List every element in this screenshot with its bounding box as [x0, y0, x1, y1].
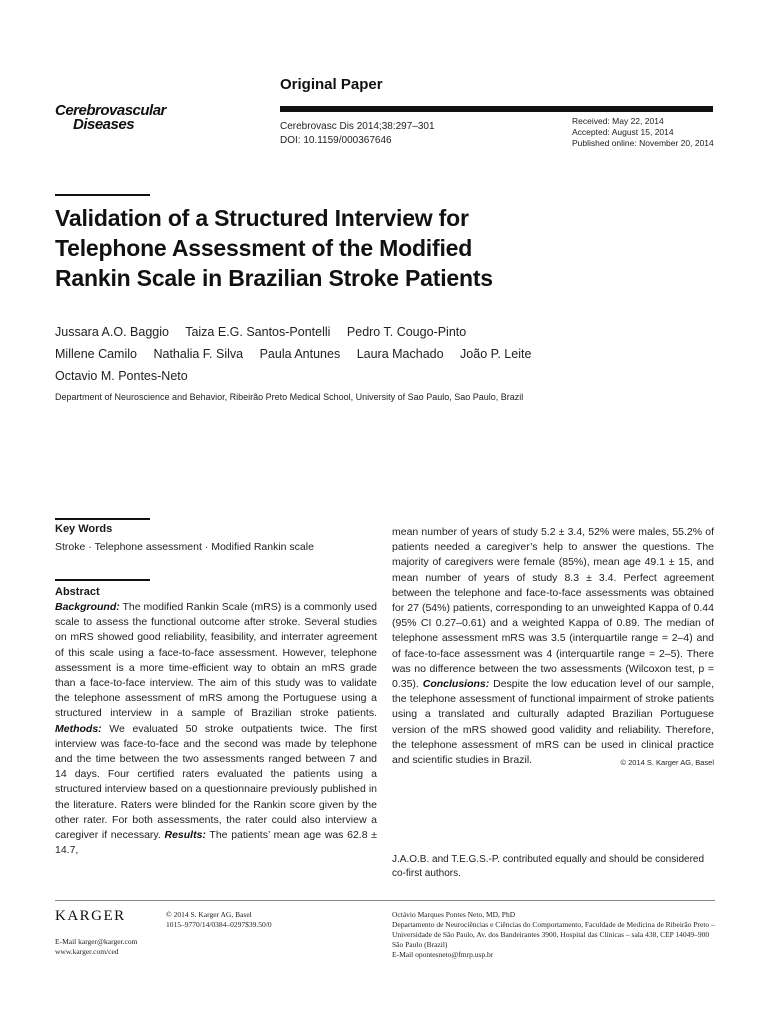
abstract-rule [55, 579, 150, 581]
footer-divider [55, 900, 715, 901]
publisher-logo: KARGER [55, 908, 126, 924]
author-name: Taiza E.G. Santos-Pontelli [185, 325, 331, 339]
author-name: Pedro T. Cougo-Pinto [346, 325, 467, 339]
conclusions-text: Despite the low education level of our sample, the telephone assessment of functional impairment of stroke patients using a translated and culturally adapted Brazilian Portuguese version of the mRS showed good validity and reliability. Therefore, the telephone assessment of mRS can be used in clinical practice and scientific studies in Brazil. [392, 678, 714, 767]
citation-block [280, 120, 435, 148]
background-label: Background: [55, 601, 120, 613]
author-name: Octavio M. Pontes-Neto [55, 369, 188, 383]
author-row [55, 321, 615, 343]
results-text-left: The patients’ mean age was 62.8 ± 14.7, [55, 829, 377, 857]
affiliation: Department of Neuroscience and Behavior, Ribeirão Preto Medical School, University of Sao Paulo, Sao Paulo, Brazil [55, 392, 524, 402]
author-name: Jussara A.O. Baggio [55, 325, 169, 339]
footer-copyright-line1: © 2014 S. Karger AG, Basel [166, 910, 252, 919]
accepted-date: Accepted: August 15, 2014 [572, 127, 674, 137]
author-name: Paula Antunes [259, 347, 341, 361]
results-label: Results: [164, 829, 206, 842]
abstract-copyright: © 2014 S. Karger AG, Basel [620, 758, 714, 768]
abstract-left-column [55, 600, 377, 858]
keywords-heading: Key Words [55, 523, 113, 535]
journal-logo-line1: Cerebrovascular [55, 102, 166, 119]
correspondence-block [392, 910, 717, 960]
author-name: Laura Machado [356, 347, 444, 361]
publisher-email[interactable]: E-Mail karger@karger.com [55, 937, 138, 946]
corresponding-author-name: Octávio Marques Pontes Neto, MD, PhD [392, 910, 516, 919]
title-line-2: Telephone Assessment of the Modified [55, 235, 473, 261]
corresponding-author-email[interactable]: E-Mail opontesneto@fmrp.usp.br [392, 950, 494, 959]
citation-text: Cerebrovasc Dis 2014;38:297–301 [280, 121, 435, 132]
title-line-1: Validation of a Structured Interview for [55, 205, 469, 231]
article-title [55, 203, 615, 293]
author-row [55, 343, 615, 365]
keywords-text: Stroke · Telephone assessment · Modified Rankin scale [55, 541, 314, 553]
author-list [55, 321, 615, 387]
paper-type-label: Original Paper [280, 76, 383, 93]
keywords-rule [55, 518, 150, 520]
dates-block [572, 116, 714, 149]
received-date: Received: May 22, 2014 [572, 116, 664, 126]
journal-logo [55, 104, 166, 132]
co-first-author-footnote: J.A.O.B. and T.E.G.S.-P. contributed equally and should be considered co-first authors. [392, 854, 705, 879]
author-row [55, 365, 615, 387]
background-text: The modified Rankin Scale (mRS) is a commonly used scale to assess the functional outcome after stroke. Several studies on mRS showed good reliability, feasibility, and interrater agreement of this scale using a face-to-face assessment. However, telephone assessment is a more time-efficient way to obtain an mRS grade than a face-to-face interview. The aim of this study was to validate the telephone assessment of mRS among the Portuguese using a structured interview in a sample of Brazilian stroke patients. [55, 601, 377, 720]
conclusions-label: Conclusions: [422, 678, 490, 691]
results-text-right: mean number of years of study 5.2 ± 3.4, 52% were males, 55.2% of patients needed a caregiver’s help to answer the questions. The majority of caregivers were female (85%), mean age 49.1 ± 15, and mean number of years of study 8.3 ± 3.4. Perfect agreement between the telephone and face-to-face assessments was obtained for 27 (54%) patients, corresponding to an unweighted Kappa of 0.44 (95% CI 0.27–0.61) and a weighted Kappa of 0.89. The median of telephone assessment mRS was 3.5 (interquartile range = 2–4) and of face-to-face assessment was 4 (interquartile range = 2–5). There was no difference between the two assessments (Wilcoxon test, p = 0.35). [392, 526, 714, 691]
author-name: Nathalia F. Silva [153, 347, 244, 361]
abstract-right-column [392, 525, 714, 770]
footer-copyright [166, 910, 272, 930]
author-name: João P. Leite [460, 347, 532, 361]
publisher-website-link[interactable]: www.karger.com/ced [55, 947, 119, 956]
publisher-contact [55, 937, 137, 957]
abstract-heading: Abstract [55, 586, 100, 598]
title-line-3: Rankin Scale in Brazilian Stroke Patients [55, 265, 493, 291]
title-rule [55, 194, 150, 196]
methods-text: We evaluated 50 stroke outpatients twice. The first interview was face-to-face and the second was made by telephone and the time between the two assessments ranged between 7 and 14 days. Four certified raters evaluated the patients using a structured interview based on a questionnaire previously published in the literature. Raters were blinded for the Rankin score given by the other rater. For both assessments, the rater could also interview a caregiver if necessary. [55, 722, 377, 842]
corresponding-author-address: Departamento de Neurociências e Ciências do Comportamento, Faculdade de Medicina de Ribeirão Preto – Universidade de São Paulo, Av. dos Bandeirantes 3900, Hospital das Clínicas – sala 438, CEP 14049–900 São Paulo (Brazil) [392, 920, 715, 949]
journal-logo-line2: Diseases [73, 116, 135, 133]
footer-copyright-line2: 1015–9770/14/0384–0297$39.50/0 [166, 920, 272, 929]
author-name: Millene Camilo [55, 347, 137, 361]
doi-text: DOI: 10.1159/000367646 [280, 135, 392, 146]
published-date: Published online: November 20, 2014 [572, 138, 714, 148]
header-rule [280, 106, 713, 112]
methods-label: Methods: [55, 722, 102, 735]
